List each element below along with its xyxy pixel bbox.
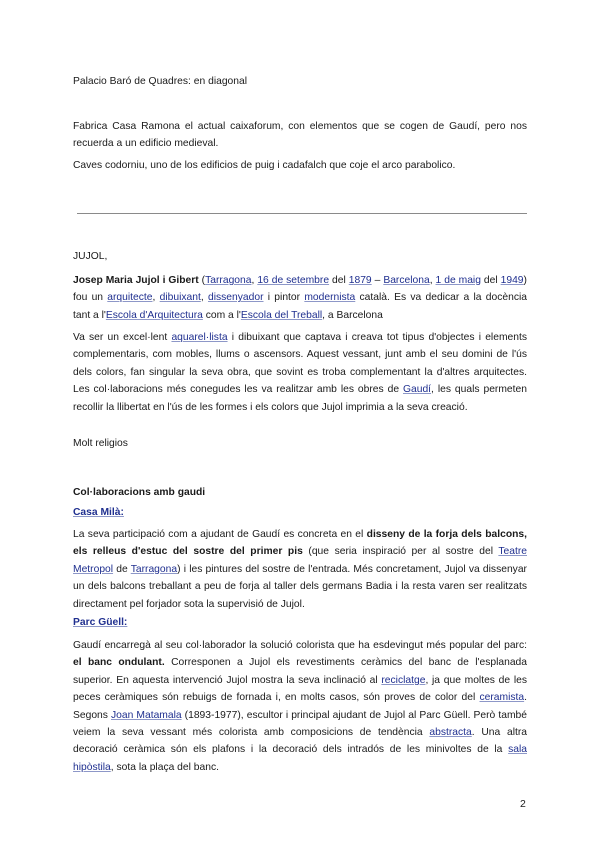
horizontal-divider — [77, 213, 527, 214]
link-1949[interactable]: 1949 — [500, 275, 524, 286]
intro-line-1: Palacio Baró de Quadres: en diagonal — [73, 76, 248, 87]
link-reciclatge[interactable]: reciclatge — [381, 674, 426, 686]
link-sala-hipostila[interactable]: sala hipòstila — [73, 744, 527, 773]
link-escola-treball[interactable]: Escola del Treball — [240, 309, 323, 321]
collaborations-heading: Col·laboracions amb gaudi — [73, 487, 206, 498]
jujol-bio-paragraph: Josep Maria Jujol i Gibert (Tarragona, 16 de setembre del 1879 – Barcelona, 1 de maig del 1949) fou un arquitecte, dibuixant, dissenyador i pintor modernista català. Es va dedicar a la docència tant a l'Escola d'Arquitectura com a l'Escola del Treball, a Barcelona — [73, 275, 527, 321]
link-gaudi[interactable]: Gaudí — [402, 384, 432, 396]
jujol-religious-note: Molt religios — [73, 438, 128, 449]
intro-line-3: Caves codorniu, uno de los edificios de puig i cadafalch que coje el arco parabolico. — [73, 160, 456, 171]
casa-mila-link[interactable]: Casa Milà: — [73, 507, 124, 518]
link-tarragona-2[interactable]: Tarragona — [130, 563, 178, 575]
link-arquitecte[interactable]: arquitecte — [107, 292, 153, 304]
parc-guell-link[interactable]: Parc Güell: — [73, 617, 128, 628]
link-1879[interactable]: 1879 — [348, 275, 372, 286]
link-teatre-metropol[interactable]: Teatre Metropol — [73, 546, 527, 575]
jujol-name: Josep Maria Jujol i Gibert — [73, 275, 199, 286]
jujol-style-paragraph: Va ser un excel·lent aquarel·lista i dibuixant que captava i creava tot tipus d'objectes i elements complementaris, com mobles, llums o ascensors. Aquest vessant, junt amb el seu domini de l'ús dels colors, fan singular la seva obra, que sovint es troba complementant la d'altres arquitectes. Les col·laboracions més conegudes les va realitzar amb les obres de Gaudí, les quals permeten recollir la llibertat en l'ús de les formes i els colors que Jujol imprimia a la seva creació. — [73, 332, 527, 413]
link-ceramista[interactable]: ceramista — [479, 692, 525, 704]
link-aquarellista[interactable]: aquarel·lista — [171, 332, 228, 343]
casa-mila-heading — [73, 504, 527, 521]
jujol-heading: JUJOL, — [73, 251, 108, 262]
link-escola-arquitectura[interactable]: Escola d'Arquitectura — [105, 309, 203, 321]
link-barcelona[interactable]: Barcelona — [383, 275, 430, 286]
link-tarragona[interactable]: Tarragona — [205, 275, 252, 286]
page-number: 2 — [520, 798, 526, 810]
parc-guell-heading — [73, 614, 527, 631]
link-dibuixant[interactable]: dibuixant — [159, 292, 201, 304]
link-dissenyador[interactable]: dissenyador — [207, 292, 264, 304]
intro-line-2: Fabrica Casa Ramona el actual caixaforum, con elementos que se cogen de Gaudí, pero nos recuerda a un edificio medieval. — [73, 121, 527, 150]
link-1-maig[interactable]: 1 de maig — [435, 275, 481, 286]
link-modernista[interactable]: modernista — [304, 292, 356, 304]
link-16-setembre[interactable]: 16 de setembre — [257, 275, 330, 286]
link-abstracta[interactable]: abstracta — [429, 727, 472, 739]
parc-guell-paragraph: Gaudí encarregà al seu col·laborador la solució colorista que ha esdevingut més popular del parc: el banc ondulant. Corresponen a Jujol els revestiments ceràmics del banc de l'esplanada superior. En aquesta intervenció Jujol mostra la seva inclinació al reciclatge, ja que moltes de les peces ceràmiques són rebuigs de fornada i, en molts casos, són proves de color del ceramista. Segons Joan Matamala (1893-1977), escultor i principal ajudant de Jujol al Parc Güell. Però també veiem la seva vessant més colorista amb composicions de tendència abstracta. Una altra decoració ceràmica són els plafons i la decoració dels intradós de les minivoltes de la sala hipòstila, sota la plaça del banc. — [73, 640, 528, 773]
casa-mila-paragraph: La seva participació com a ajudant de Gaudí es concreta en el disseny de la forja dels balcons, els relleus d'estuc del sostre del primer pis (que seria inspiració per al sostre del Teatre Metropol de Tarragona) i les pintures del sostre de l'entrada. Més concretament, Jujol va dissenyar un dels balcons treballant a peu de forja al taller dels germans Badia i la resta varen ser realitzats directament pel forjador sota la supervisió de Jujol. — [73, 529, 527, 610]
link-joan-matamala[interactable]: Joan Matamala — [111, 709, 182, 721]
